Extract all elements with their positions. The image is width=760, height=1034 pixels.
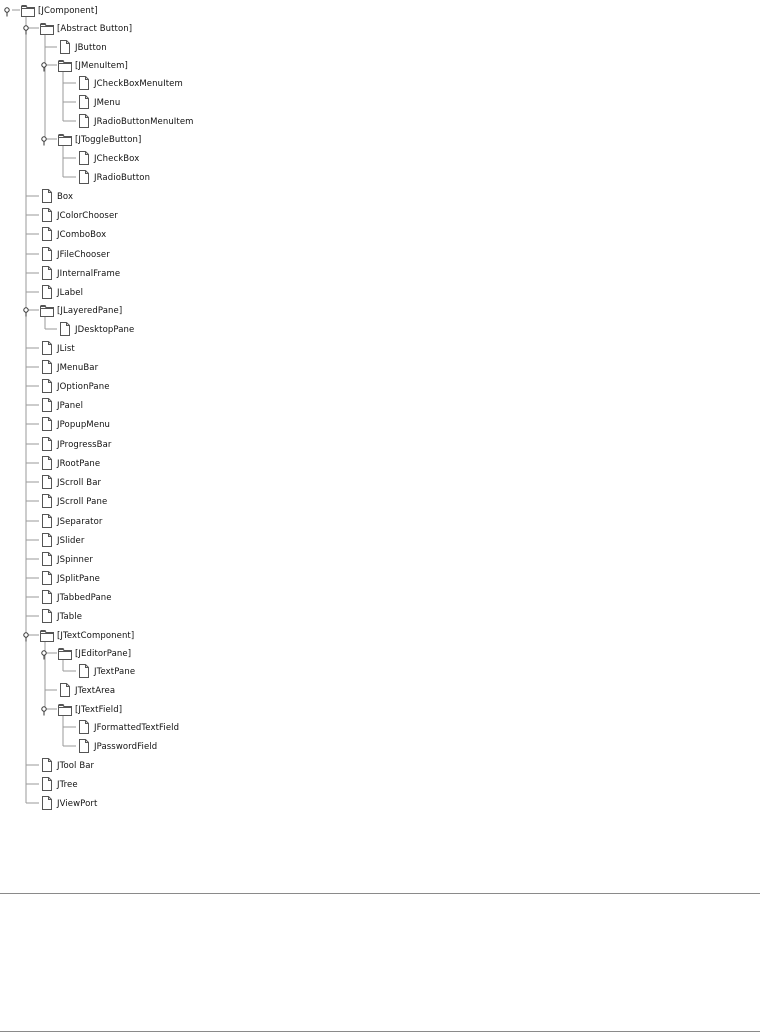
document-icon <box>40 474 54 490</box>
document-icon <box>77 738 91 754</box>
expanded-handle-icon[interactable] <box>40 706 48 716</box>
document-icon <box>40 397 54 413</box>
document-icon <box>40 340 54 356</box>
tree-node-label: JSpinner <box>57 555 93 565</box>
tree-node-label: Box <box>57 192 74 202</box>
expanded-handle-icon[interactable] <box>3 7 11 17</box>
document-icon <box>40 455 54 471</box>
expanded-handle-icon[interactable] <box>40 650 48 660</box>
tree-node-label: [JLayeredPane] <box>57 306 123 316</box>
document-icon <box>40 513 54 529</box>
document-icon <box>40 589 54 605</box>
tree-node-label: [JToggleButton] <box>75 135 142 145</box>
folder-icon <box>58 57 72 73</box>
tree-node-label: JTabbedPane <box>57 593 112 603</box>
tree-node-label: JRadioButton <box>94 173 151 183</box>
tree-node-label: JProgressBar <box>57 440 112 450</box>
document-icon <box>40 493 54 509</box>
document-icon <box>40 284 54 300</box>
document-icon <box>40 416 54 432</box>
tree-node-label: JScroll Pane <box>57 497 108 507</box>
tree-node-label: JSplitPane <box>57 574 100 584</box>
document-icon <box>77 719 91 735</box>
tree-node-label: JButton <box>75 43 107 53</box>
document-icon <box>40 359 54 375</box>
tree-node-label: JFormattedTextField <box>94 723 180 733</box>
divider-top <box>0 893 760 894</box>
tree-node-label: JLabel <box>57 288 84 298</box>
document-icon <box>40 226 54 242</box>
expanded-handle-icon[interactable] <box>40 136 48 146</box>
tree-node-label: [JTextField] <box>75 705 123 715</box>
document-icon <box>40 188 54 204</box>
document-icon <box>40 608 54 624</box>
tree-node-label: JSeparator <box>57 517 103 527</box>
document-icon <box>40 207 54 223</box>
tree-node-label: JRadioButtonMenuItem <box>94 117 194 127</box>
tree-node-label: [JComponent] <box>38 6 98 16</box>
tree-node-label: JComboBox <box>57 230 107 240</box>
tree-node-label: JViewPort <box>57 799 98 809</box>
folder-icon <box>58 645 72 661</box>
tree-node-label: [Abstract Button] <box>57 24 133 34</box>
tree-node-label: [JMenuItem] <box>75 61 128 71</box>
document-icon <box>40 532 54 548</box>
tree-node-label: JPanel <box>57 401 84 411</box>
tree-node-label: JTextPane <box>94 667 136 677</box>
document-icon <box>77 663 91 679</box>
document-icon <box>77 169 91 185</box>
tree-node-label: JList <box>57 344 75 354</box>
folder-icon <box>21 2 35 18</box>
folder-icon <box>40 627 54 643</box>
tree-node-label: JInternalFrame <box>57 269 121 279</box>
tree-node-label: [JTextComponent] <box>57 631 135 641</box>
folder-icon <box>40 20 54 36</box>
document-icon <box>77 113 91 129</box>
tree-node-label: JScroll Bar <box>57 478 102 488</box>
tree-node-label: JPasswordField <box>94 742 158 752</box>
tree-node-label: JTree <box>57 780 78 790</box>
tree-node-label: JMenu <box>94 98 121 108</box>
document-icon <box>40 436 54 452</box>
tree-node-label: JCheckBox <box>94 154 140 164</box>
tree-node-label: JColorChooser <box>57 211 118 221</box>
tree-node-label: JFileChooser <box>57 250 110 260</box>
document-icon <box>77 94 91 110</box>
expanded-handle-icon[interactable] <box>22 307 30 317</box>
tree-node-label: JPopupMenu <box>57 420 111 430</box>
expanded-handle-icon[interactable] <box>22 632 30 642</box>
document-icon <box>40 265 54 281</box>
folder-icon <box>58 701 72 717</box>
divider-bottom <box>0 1031 760 1032</box>
folder-icon <box>58 131 72 147</box>
tree-node-label: JTool Bar <box>57 761 95 771</box>
document-icon <box>40 551 54 567</box>
document-icon <box>58 682 72 698</box>
tree-node-label: JMenuBar <box>57 363 99 373</box>
expanded-handle-icon[interactable] <box>22 25 30 35</box>
document-icon <box>40 795 54 811</box>
document-icon <box>77 150 91 166</box>
tree-node-label: JTextArea <box>75 686 116 696</box>
tree-node-label: JOptionPane <box>57 382 110 392</box>
tree-node-label: JDesktopPane <box>75 325 135 335</box>
document-icon <box>77 75 91 91</box>
document-icon <box>40 570 54 586</box>
tree-node-label: JSlider <box>57 536 85 546</box>
tree-node-label: JCheckBoxMenuItem <box>94 79 183 89</box>
tree-node-label: JTable <box>57 612 83 622</box>
tree-node-label: [JEditorPane] <box>75 649 132 659</box>
folder-icon <box>40 302 54 318</box>
document-icon <box>58 321 72 337</box>
document-icon <box>40 757 54 773</box>
document-icon <box>58 39 72 55</box>
document-icon <box>40 246 54 262</box>
document-icon <box>40 776 54 792</box>
expanded-handle-icon[interactable] <box>40 62 48 72</box>
document-icon <box>40 378 54 394</box>
tree-node-label: JRootPane <box>57 459 101 469</box>
